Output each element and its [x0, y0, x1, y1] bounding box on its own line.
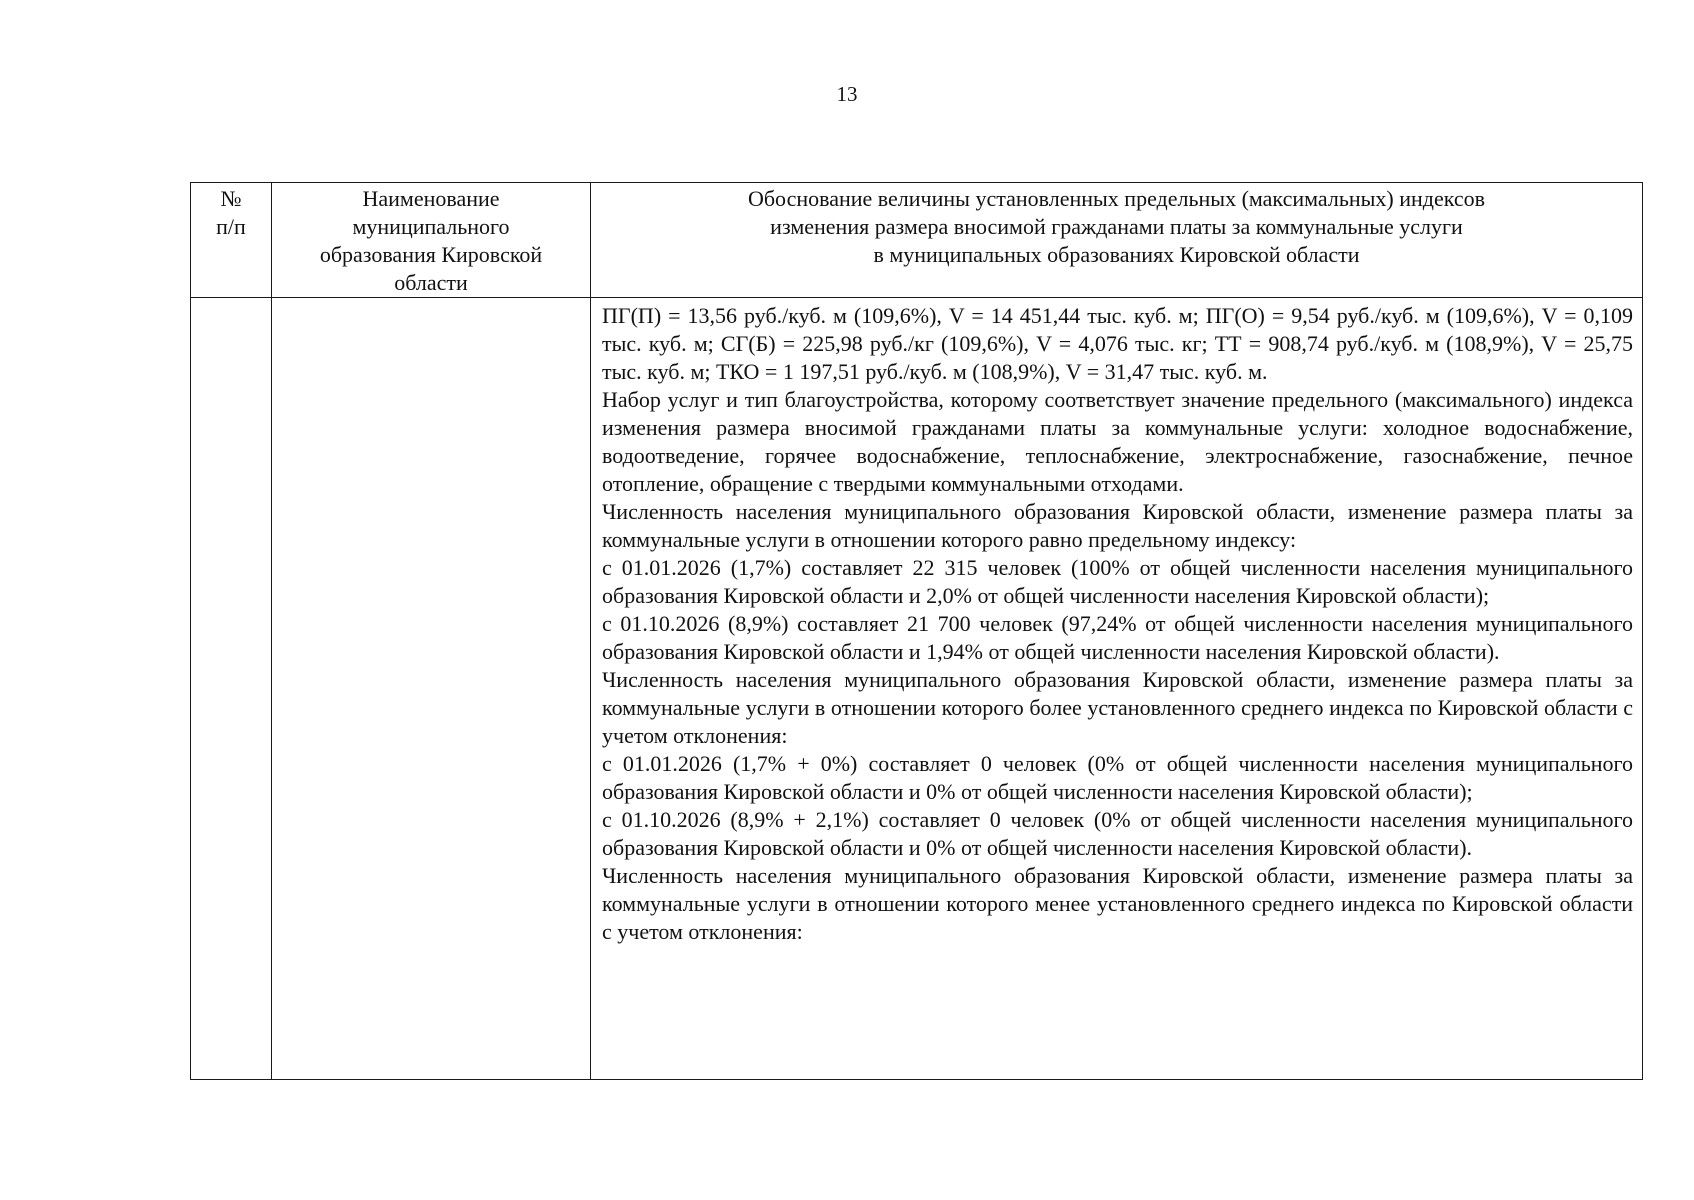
row-num-cell	[191, 298, 272, 1080]
page-number: 13	[836, 82, 858, 106]
justification-paragraph: с 01.01.2026 (1,7%) составляет 22 315 человек (100% от общей численности населения муниципального образования Кировской области и 2,0% от общей численности населения Кировской области);	[602, 555, 1633, 608]
header-name-line: Наименование	[362, 186, 500, 211]
justification-paragraph: с 01.10.2026 (8,9%) составляет 21 700 человек (97,24% от общей численности населения муниципального образования Кировской области и 1,94% от общей численности населения Кировской области).	[602, 611, 1633, 664]
header-justification	[591, 183, 1643, 298]
justification-paragraph: с 01.10.2026 (8,9% + 2,1%) составляет 0 человек (0% от общей численности населения муниципального образования Кировской области и 0% от общей численности населения Кировской области).	[602, 807, 1633, 860]
header-num-line: №	[220, 186, 242, 211]
justification-table	[190, 182, 1643, 1080]
table-header-row	[191, 183, 1643, 298]
header-num	[191, 183, 272, 298]
row-name-cell	[272, 298, 591, 1080]
row-justification-cell	[591, 298, 1643, 1080]
header-name-line: области	[394, 270, 468, 295]
justification-paragraph: Набор услуг и тип благоустройства, которому соответствует значение предельного (максимального) индекса изменения размера вносимой гражданами платы за коммунальные услуги: холодное водоснабжение, водоотведение, горячее водоснабжение, теплоснабжение, электроснабжение, газоснабжение, печное отопление, обращение с твердыми коммунальными отходами.	[602, 387, 1633, 496]
table-row	[191, 298, 1643, 1080]
header-num-line: п/п	[216, 214, 246, 239]
header-municipality-name	[272, 183, 591, 298]
justification-paragraph: Численность населения муниципального образования Кировской области, изменение размера платы за коммунальные услуги в отношении которого более установленного среднего индекса по Кировской области с учетом отклонения:	[602, 667, 1633, 748]
justification-paragraph: Численность населения муниципального образования Кировской области, изменение размера платы за коммунальные услуги в отношении которого равно предельному индексу:	[602, 499, 1633, 552]
header-justification-line: изменения размера вносимой гражданами платы за коммунальные услуги	[770, 214, 1463, 239]
justification-paragraph: ПГ(П) = 13,56 руб./куб. м (109,6%), V = 14 451,44 тыс. куб. м; ПГ(О) = 9,54 руб./куб. м (109,6%), V = 0,109 тыс. куб. м; СГ(Б) = 225,98 руб./кг (109,6%), V = 4,076 тыс. кг; ТТ = 908,74 руб./куб. м (108,9%), V = 25,75 тыс. куб. м; ТКО = 1 197,51 руб./куб. м (108,9%), V = 31,47 тыс. куб. м.	[602, 303, 1633, 384]
header-justification-line: Обоснование величины установленных предельных (максимальных) индексов	[747, 186, 1486, 211]
justification-paragraph: с 01.01.2026 (1,7% + 0%) составляет 0 человек (0% от общей численности населения муниципального образования Кировской области и 0% от общей численности населения Кировской области);	[602, 751, 1633, 804]
justification-paragraph: Численность населения муниципального образования Кировской области, изменение размера платы за коммунальные услуги в отношении которого менее установленного среднего индекса по Кировской области с учетом отклонения:	[602, 863, 1633, 944]
header-justification-line: в муниципальных образованиях Кировской области	[873, 242, 1360, 267]
header-name-line: образования Кировской	[319, 242, 543, 267]
header-name-line: муниципального	[352, 214, 510, 239]
